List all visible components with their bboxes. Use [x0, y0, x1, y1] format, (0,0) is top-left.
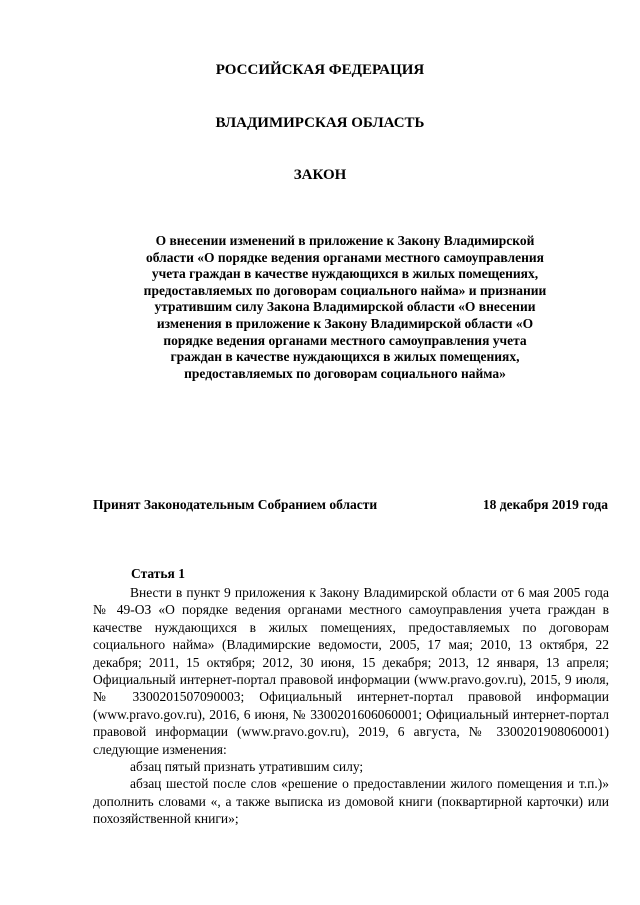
adoption-label: Принят Законодательным Собранием области: [93, 497, 378, 512]
article-1-paragraph: Внести в пункт 9 приложения к Закону Владимирской области от 6 мая 2005 года № 49-ОЗ «О порядке ведения органами местного самоуправления учета граждан в качестве нуждающихся в жилых помещениях, предоставляемых по договорам социального найма» (Владимирские ведомости, 2005, 17 мая; 2010, 13 октября, 22 декабря; 2011, 15 октября; 2012, 30 июня, 15 декабря; 2013, 12 января, 13 апреля; Официальный интернет-портал правовой информации (www.pravo.gov.ru), 2015, 9 июля, № 3300201507090003; Официальный интернет-портал правовой информации (www.pravo.gov.ru), 2016, 6 июня, № 3300201606060001; Официальный интернет-портал правовой информации (www.pravo.gov.ru), 2019, 6 августа, № 3300201908060001) следующие изменения:: [93, 585, 609, 757]
law-subject-title: О внесении изменений в приложение к Закону Владимирской области «О порядке ведения органами местного самоуправления учета граждан в качестве нуждающихся в жилых помещениях, предоставляемых по договорам социального найма» и признании утратившим силу Закона Владимирской области «О внесении изменения в приложение к Закону Владимирской области «О порядке ведения органами местного самоуправления учета граждан в качестве нуждающихся в жилых помещениях, предоставляемых по договорам социального найма»: [143, 233, 547, 381]
adoption-date: 18 декабря 2019 года: [482, 497, 608, 512]
article-1-title: Статья 1: [131, 566, 185, 581]
region-heading: ВЛАДИМИРСКАЯ ОБЛАСТЬ: [215, 115, 425, 131]
article-1-body: [93, 584, 609, 828]
country-heading: РОССИЙСКАЯ ФЕДЕРАЦИЯ: [215, 62, 425, 78]
adoption-line: [93, 497, 608, 513]
article-1-paragraph: абзац шестой после слов «решение о предоставлении жилого помещения и т.п.)» дополнить словами «, а также выписка из домовой книги (поквартирной карточки) или похозяйственной книги»;: [93, 776, 609, 827]
document-type-heading: ЗАКОН: [293, 167, 347, 183]
article-1-paragraph: абзац пятый признать утратившим силу;: [130, 759, 364, 775]
